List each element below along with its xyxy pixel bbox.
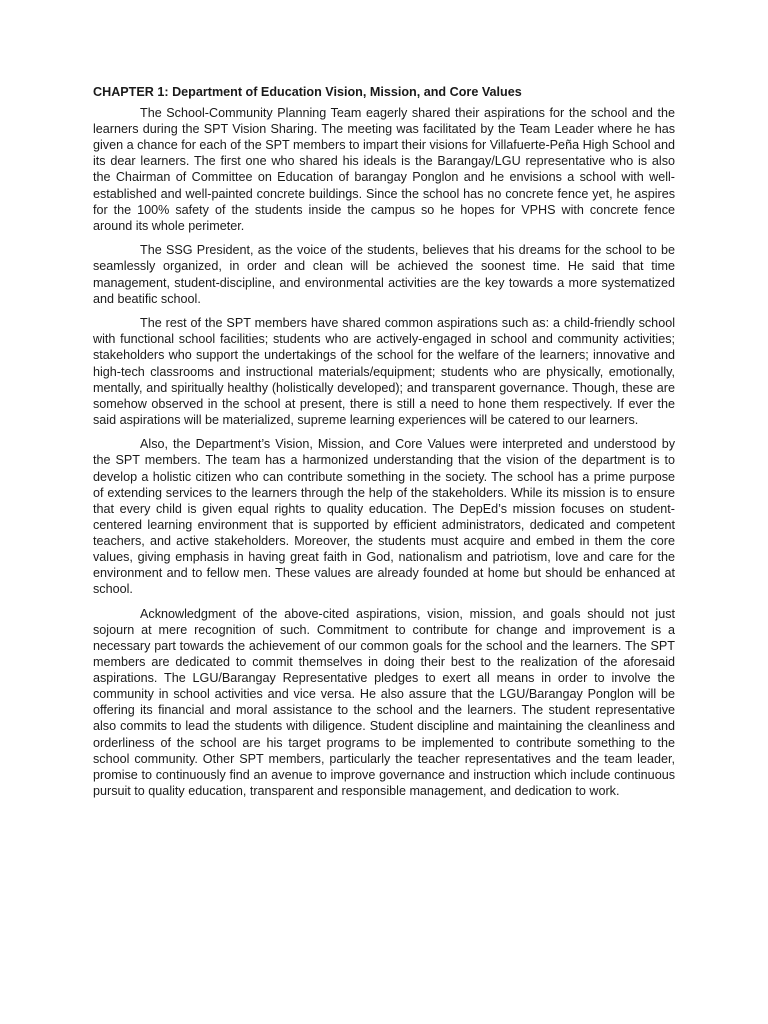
chapter-title: CHAPTER 1: Department of Education Vision, Mission, and Core Values — [93, 85, 522, 99]
paragraph-vision-sharing: The School-Community Planning Team eagerly shared their aspirations for the school and the learners during the SPT Vision Sharing. The meeting was facilitated by the Team Leader where he has given a chance for each of the SPT members to impart their visions for Villafuerte-Peña High School and its dear learners. The first one who shared his ideals is the Barangay/LGU representative who is also the Chairman of Committee on Education of barangay Ponglon and he envisions a school with well-established and well-painted concrete buildings. Since the school has no concrete fence yet, he aspires for the 100% safety of the students inside the campus so he hopes for VPHS with concrete fence around its whole perimeter. — [93, 106, 675, 233]
paragraph-ssg-president: The SSG President, as the voice of the students, believes that his dreams for the school to be seamlessly organized, in order and clean will be achieved the soonest time. He said that time management, student-discipline, and environmental activities are the key towards a more systematized and beatific school. — [93, 243, 675, 306]
document-page — [93, 84, 675, 807]
paragraph-common-aspirations: The rest of the SPT members have shared common aspirations such as: a child-friendly school with functional school facilities; students who are actively-engaged in school and community activities; stakeholders who support the undertakings of the school for the welfare of the learners; innovative and high-tech classrooms and instructional materials/equipment; students who are physically, emotionally, mentally, and spiritually healthy (holistically developed); and transparent governance. Though, these are somehow observed in the school at present, there is still a need to hone them respectively. If ever the said aspirations will be materialized, supreme learning experiences will be catered to our learners. — [93, 316, 675, 427]
paragraph-commitments: Acknowledgment of the above-cited aspirations, vision, mission, and goals should not just sojourn at mere recognition of such. Commitment to contribute for change and improvement is a necessary part towards the achievement of our common goals for the school and the learners. The SPT members are dedicated to commit themselves in doing their best to the realization of the aforesaid aspirations. The LGU/Barangay Representative pledges to exert all means in order to involve the community in school activities and vice versa. He also assure that the LGU/Barangay Ponglon will be offering its financial and moral assistance to the school and the learners. The student representative also commits to lead the students with diligence. Student discipline and maintaining the cleanliness and orderliness of the school are his target programs to be implemented to contribute something to the school community. Other SPT members, particularly the teacher representatives and the team leader, promise to continuously find an avenue to improve governance and instruction which include continuous pursuit to quality education, transparent and responsible management, and dedication to work. — [93, 606, 675, 798]
paragraph-vision-mission-values: Also, the Department’s Vision, Mission, and Core Values were interpreted and understood by the SPT members. The team has a harmonized understanding that the vision of the department is to develop a holistic citizen who can contribute something in the society. The school has a prime purpose of extending services to the learners through the help of the stakeholders. While its mission is to ensure that every child is given equal rights to quality education. The DepEd’s mission focuses on student-centered learning environment that is supported by efficient administrators, dedicated and competent teachers, and active stakeholders. Moreover, the students must acquire and embed in them the core values, giving emphasis in having great faith in God, nationalism and patriotism, love and care for the environment and to fellow men. These values are already founded at home but should be enhanced at school. — [93, 437, 675, 597]
